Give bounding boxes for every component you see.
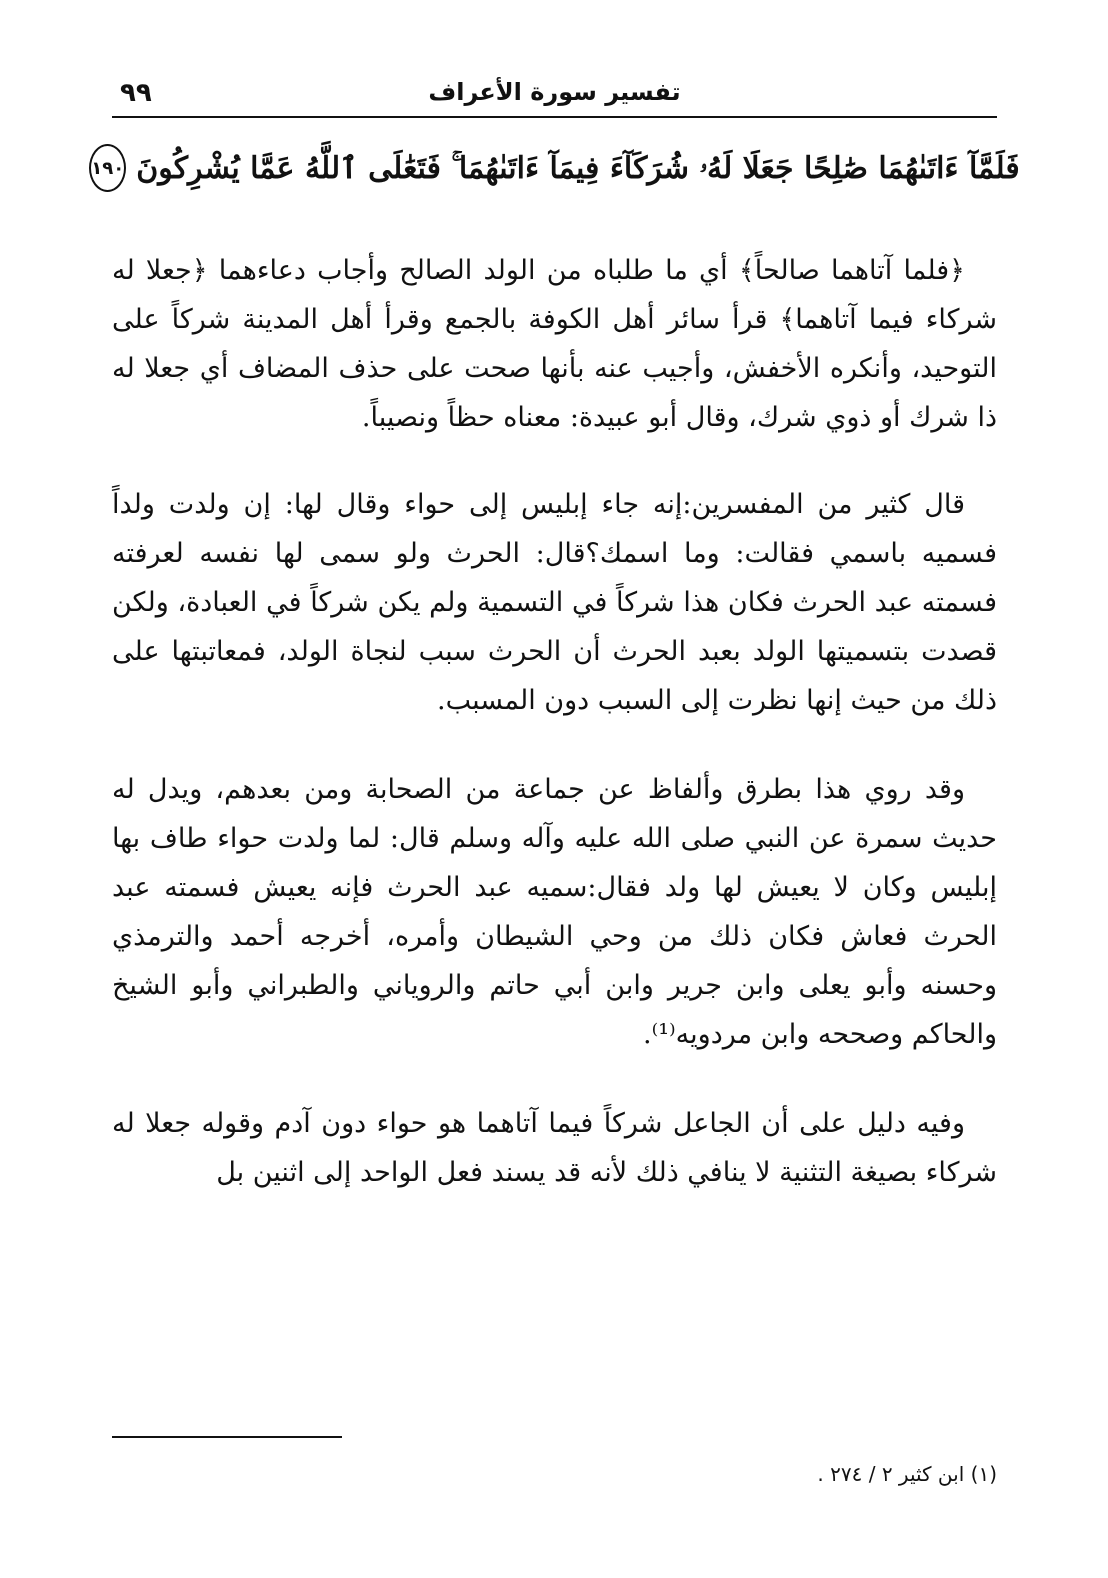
footnote-divider bbox=[112, 1436, 342, 1438]
quran-verse bbox=[91, 136, 1020, 200]
paragraph: ﴿فلما آتاهما صالحاً﴾ أي ما طلباه من الولد الصالح وأجاب دعاءهما ﴿جعلا له شركاء فيما آتاهما﴾ قرأ سائر أهل الكوفة بالجمع وقرأ أهل المدينة شركاً على التوحيد، وأنكره الأخفش، وأجيب عنه بأنها صحت على حذف المضاف أي جعلا له ذا شرك أو ذوي شرك، وقال أبو عبيدة: معناه حظاً ونصيباً. bbox=[112, 255, 997, 433]
commentary-body bbox=[112, 246, 997, 1197]
paragraph: قال كثير من المفسرين:إنه جاء إبليس إلى حواء وقال لها: إن ولدت ولداً فسميه باسمي فقالت: وما اسمك؟قال: الحرث ولو سمى لها نفسه لعرفته فسمته عبد الحرث فكان هذا شركاً في التسمية ولم يكن شركاً في العبادة، ولكن قصدت بتسميتها الولد بعبد الحرث أن الحرث سبب لنجاة الولد، فمعاتبتها على ذلك من حيث إنها نظرت إلى السبب دون المسبب. bbox=[112, 489, 997, 716]
verse-text: فَلَمَّآ ءَاتَىٰهُمَا صَٰلِحًا جَعَلَا لَهُۥ شُرَكَآءَ فِيمَآ ءَاتَىٰهُمَا ۚ فَتَعَٰلَى ٱللَّهُ عَمَّا يُشْرِكُونَ bbox=[136, 150, 1020, 186]
paragraph: وفيه دليل على أن الجاعل شركاً فيما آتاهما هو حواء دون آدم وقوله جعلا له شركاء بصيغة التثنية لا ينافي ذلك لأنه قد يسند فعل الواحد إلى اثنين بل bbox=[112, 1108, 997, 1188]
page bbox=[91, 70, 1020, 1540]
verse-number-marker: ١٩٠ bbox=[89, 144, 126, 192]
footnote: (١) ابن كثير ٢ / ٢٧٤ . bbox=[817, 1462, 997, 1486]
running-header bbox=[112, 70, 997, 118]
paragraph: وقد روي هذا بطرق وألفاظ عن جماعة من الصحابة ومن بعدهم، ويدل له حديث سمرة عن النبي صلى الله عليه وآله وسلم قال: لما ولدت حواء طاف بها إبليس وكان لا يعيش لها ولد فقال:سميه عبد الحرث فإنه يعيش فسمته عبد الحرث فعاش فكان ذلك من وحي الشيطان وأمره، أخرجه أحمد والترمذي وحسنه وأبو يعلى وابن جرير وابن أبي حاتم والروياني والطبراني وأبو الشيخ والحاكم وصححه وابن مردويه⁽¹⁾. bbox=[112, 774, 997, 1050]
page-number: ٩٩ bbox=[120, 78, 152, 108]
page-title: تفسير سورة الأعراف bbox=[428, 78, 681, 106]
